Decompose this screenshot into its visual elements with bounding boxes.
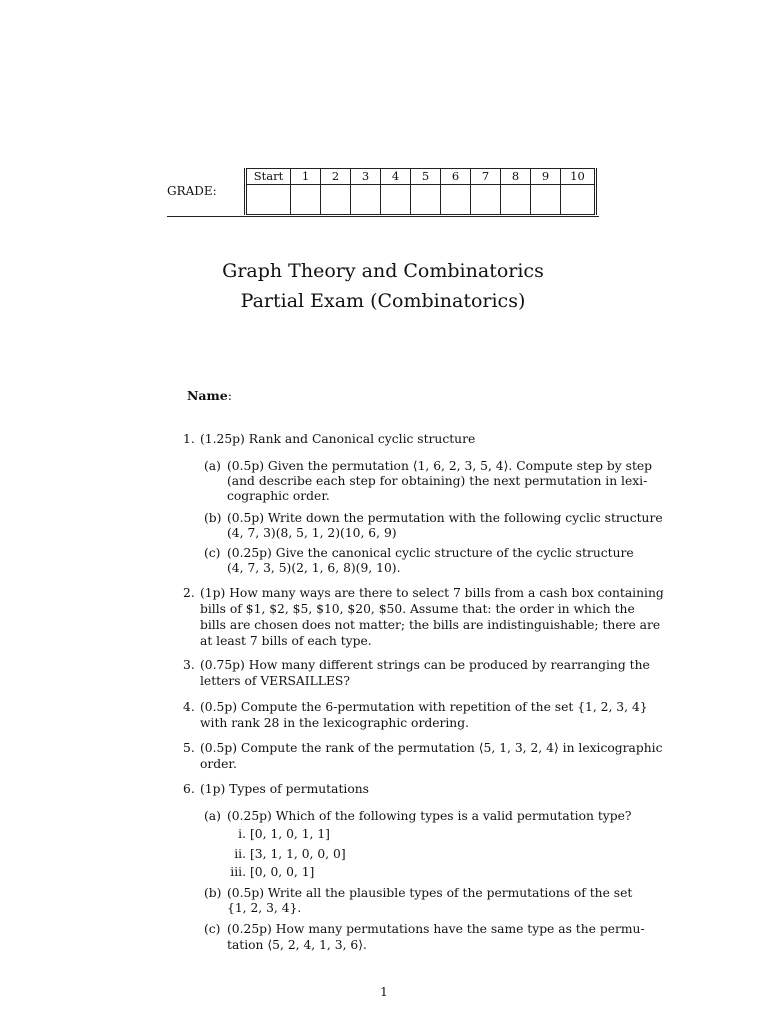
grade-col-1: 1 bbox=[291, 169, 321, 185]
q1c-line: (4, 7, 3, 5)(2, 1, 6, 8)(9, 10). bbox=[227, 561, 401, 575]
subitem-text: [3, 1, 1, 0, 0, 0] bbox=[250, 847, 346, 861]
grade-col-4: 4 bbox=[381, 169, 411, 185]
q3-line: (0.75p) How many different strings can be produced by rearranging the bbox=[200, 658, 650, 672]
question-6-text: (1p) Types of permutations bbox=[200, 782, 369, 796]
q4-line: with rank 28 in the lexicographic ordering. bbox=[200, 716, 469, 730]
q1a-line: cographic order. bbox=[227, 489, 330, 503]
subitem-label: i. bbox=[238, 827, 246, 841]
q2-line: (1p) How many ways are there to select 7 bills from a cash box containing bbox=[200, 586, 664, 600]
part-label: (b) bbox=[204, 511, 222, 525]
q2-line: bills are chosen does not matter; the bills are indistinguishable; there are bbox=[200, 618, 661, 632]
grade-col-7: 7 bbox=[471, 169, 501, 185]
grade-label: GRADE: bbox=[167, 184, 217, 198]
q3-line: letters of VERSAILLES? bbox=[200, 674, 350, 688]
name-field: Name: bbox=[187, 388, 232, 403]
grade-col-9: 9 bbox=[531, 169, 561, 185]
grade-col-start: Start bbox=[246, 169, 291, 185]
grade-cell bbox=[561, 185, 596, 215]
grade-cell bbox=[321, 185, 351, 215]
grade-col-10: 10 bbox=[561, 169, 596, 185]
part-label: (b) bbox=[204, 886, 222, 900]
q4-line: (0.5p) Compute the 6-permutation with repetition of the set {1, 2, 3, 4} bbox=[200, 700, 648, 714]
grade-col-8: 8 bbox=[501, 169, 531, 185]
subitem-label: ii. bbox=[234, 847, 246, 861]
q2-line: bills of $1, $2, $5, $10, $20, $50. Assume that: the order in which the bbox=[200, 602, 635, 616]
name-label: Name bbox=[187, 388, 228, 403]
header-rule bbox=[167, 216, 599, 217]
q1c-line: (0.25p) Give the canonical cyclic structure of the cyclic structure bbox=[227, 546, 634, 560]
q1a-line: (0.5p) Given the permutation ⟨1, 6, 2, 3, 5, 4⟩. Compute step by step bbox=[227, 459, 653, 473]
question-number: 2. bbox=[183, 586, 195, 600]
part-label: (a) bbox=[204, 809, 221, 823]
subitem-text: [0, 1, 0, 1, 1] bbox=[250, 827, 330, 841]
grade-cell bbox=[351, 185, 381, 215]
grade-cell bbox=[246, 185, 291, 215]
grade-header-row bbox=[246, 169, 596, 185]
subitem-label: iii. bbox=[230, 865, 246, 879]
grade-col-6: 6 bbox=[441, 169, 471, 185]
grade-cell bbox=[291, 185, 321, 215]
grade-col-3: 3 bbox=[351, 169, 381, 185]
grade-col-2: 2 bbox=[321, 169, 351, 185]
exam-title: Graph Theory and Combinatorics bbox=[222, 260, 544, 282]
grade-cell bbox=[531, 185, 561, 215]
grade-cell bbox=[471, 185, 501, 215]
q6c-line: (0.25p) How many permutations have the same type as the permu- bbox=[227, 922, 645, 936]
q2-line: at least 7 bills of each type. bbox=[200, 634, 372, 648]
q1b-line: (4, 7, 3)(8, 5, 1, 2)(10, 6, 9) bbox=[227, 526, 397, 540]
part-label: (c) bbox=[204, 922, 221, 936]
grade-cell bbox=[381, 185, 411, 215]
grade-cell bbox=[411, 185, 441, 215]
q1a-line: (and describe each step for obtaining) the next permutation in lexi- bbox=[227, 474, 648, 488]
question-1-text: (1.25p) Rank and Canonical cyclic structure bbox=[200, 432, 476, 446]
grade-cell bbox=[441, 185, 471, 215]
subitem-text: [0, 0, 0, 1] bbox=[250, 865, 315, 879]
part-label: (c) bbox=[204, 546, 221, 560]
question-number: 3. bbox=[183, 658, 195, 672]
question-number: 1. bbox=[183, 432, 195, 446]
q5-line: (0.5p) Compute the rank of the permutation ⟨5, 1, 3, 2, 4⟩ in lexicographic bbox=[200, 741, 663, 755]
question-number: 6. bbox=[183, 782, 195, 796]
grade-col-5: 5 bbox=[411, 169, 441, 185]
q6b-line: {1, 2, 3, 4}. bbox=[227, 901, 302, 915]
grade-score-row bbox=[246, 185, 596, 215]
q6b-line: (0.5p) Write all the plausible types of the permutations of the set bbox=[227, 886, 633, 900]
q1b-line: (0.5p) Write down the permutation with the following cyclic structure bbox=[227, 511, 663, 525]
exam-subtitle: Partial Exam (Combinatorics) bbox=[240, 290, 526, 312]
q6c-line: tation ⟨5, 2, 4, 1, 3, 6⟩. bbox=[227, 938, 367, 952]
q6a-line: (0.25p) Which of the following types is a valid permutation type? bbox=[227, 809, 632, 823]
grade-table bbox=[244, 168, 597, 215]
grade-cell bbox=[501, 185, 531, 215]
q5-line: order. bbox=[200, 757, 237, 771]
question-number: 5. bbox=[183, 741, 195, 755]
page-number: 1 bbox=[380, 985, 388, 999]
part-label: (a) bbox=[204, 459, 221, 473]
question-number: 4. bbox=[183, 700, 195, 714]
